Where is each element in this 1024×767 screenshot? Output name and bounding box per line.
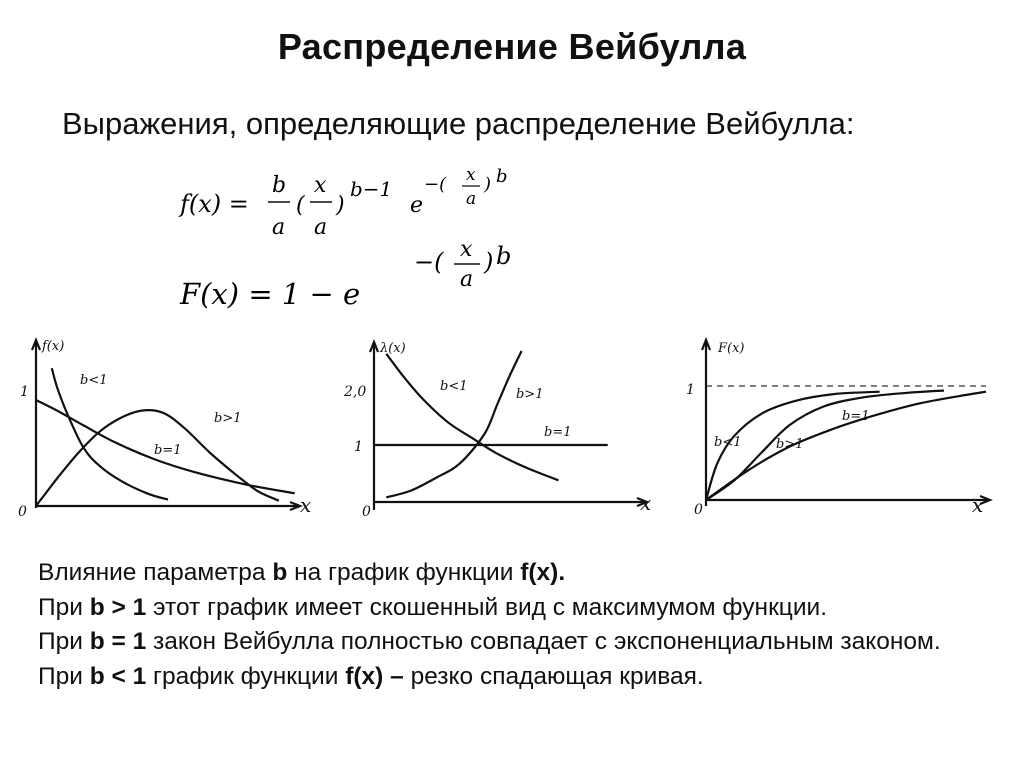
- desc1-a: Влияние параметра: [38, 559, 273, 586]
- desc2-b: b > 1: [89, 593, 147, 621]
- hazard-x-label: x: [640, 491, 652, 515]
- hazard-origin-label: 0: [362, 504, 371, 520]
- pdf-formula: [178, 165, 538, 240]
- description-line-2: [38, 591, 998, 626]
- hazard-curve-b-lt1: [386, 354, 558, 481]
- hazard-y-label: λ(x): [380, 341, 406, 356]
- cdf-y-label: F(x): [718, 341, 745, 356]
- cdf-label-b-gt1: b>1: [776, 437, 804, 452]
- pdf-curves: [36, 368, 295, 506]
- pdf-label-b-lt1: b<1: [80, 373, 108, 388]
- desc4-c: график функции: [146, 662, 346, 690]
- desc4-b: b < 1: [89, 662, 147, 690]
- desc3-c: закон Вейбулла полностью совпадает с экспоненциальным законом.: [146, 628, 941, 655]
- pdf-frac1-den: a: [272, 215, 286, 240]
- pdf-exp-den: a: [466, 189, 477, 209]
- subtitle: Выражения, определяющие распределение Вейбулла:: [62, 106, 855, 141]
- pdf-open-paren: (: [296, 193, 305, 218]
- pdf-e: e: [410, 193, 424, 218]
- desc1-c: на график функции: [287, 559, 521, 586]
- description-line-3: [38, 625, 998, 660]
- graph-hazard: [340, 330, 660, 520]
- description-line-1: [38, 556, 998, 591]
- description: [38, 556, 998, 694]
- pdf-exp-sign: −(: [424, 174, 447, 195]
- hazard-label-b-gt1: b>1: [516, 387, 544, 402]
- desc4-a: При: [38, 662, 90, 690]
- cdf-ytick-1: 1: [686, 382, 695, 398]
- hazard-label-b-eq1: b=1: [544, 425, 572, 440]
- graph-pdf: [10, 330, 320, 520]
- graph-cdf: [680, 330, 1000, 520]
- pdf-label-b-gt1: b>1: [214, 411, 242, 426]
- cdf-label-b-lt1: b<1: [714, 435, 742, 450]
- cdf-formula: [178, 237, 538, 311]
- pdf-x-label: x: [300, 493, 312, 517]
- cdf-exp-close: ): [484, 248, 494, 276]
- cdf-exp-sign: −(: [414, 248, 444, 276]
- pdf-frac2-den: a: [314, 215, 328, 240]
- cdf-lhs: F(x) = 1 − e: [180, 277, 361, 311]
- pdf-exp-num: x: [466, 165, 476, 185]
- desc2-a: При: [38, 593, 90, 621]
- pdf-ytick-1: 1: [20, 384, 29, 400]
- desc2-c: этот график имеет скошенный вид с максимумом функции.: [146, 593, 828, 621]
- hazard-ytick-1: 1: [354, 439, 363, 455]
- cdf-curves: [706, 391, 986, 500]
- pdf-frac1-num: b: [272, 173, 287, 198]
- pdf-close-paren: ): [336, 193, 345, 218]
- hazard-ytick-2: 2,0: [344, 384, 367, 400]
- pdf-power: b−1: [350, 177, 393, 201]
- cdf-origin-label: 0: [694, 502, 703, 518]
- pdf-curve-b-lt1: [52, 368, 168, 499]
- pdf-label-b-eq1: b=1: [154, 443, 182, 458]
- hazard-curves: [374, 351, 608, 497]
- cdf-exp-num: x: [460, 237, 473, 262]
- desc3-a: При: [38, 628, 90, 655]
- hazard-curve-b-gt1: [386, 351, 521, 497]
- page-title: Распределение Вейбулла: [277, 26, 747, 67]
- description-line-4: [38, 660, 998, 695]
- desc1-b: b: [272, 559, 288, 586]
- desc4-e: резко спадающая кривая.: [403, 662, 704, 690]
- cdf-exp-den: a: [460, 267, 474, 292]
- pdf-lhs: f(x) =: [180, 190, 249, 218]
- pdf-y-label: f(x): [42, 339, 65, 354]
- cdf-exp-b: b: [496, 242, 512, 270]
- desc4-d: f(x) –: [345, 662, 404, 690]
- desc1-d: f(x).: [520, 559, 566, 586]
- pdf-origin-label: 0: [18, 504, 27, 520]
- hazard-label-b-lt1: b<1: [440, 379, 468, 394]
- cdf-label-b-eq1: b=1: [842, 409, 870, 424]
- pdf-exp-close: ): [484, 174, 492, 195]
- cdf-x-label: x: [972, 493, 984, 517]
- pdf-frac2-num: x: [314, 173, 327, 198]
- desc3-b: b = 1: [89, 628, 147, 655]
- pdf-exp-b: b: [496, 166, 508, 187]
- cdf-curve-b-eq1: [706, 392, 986, 500]
